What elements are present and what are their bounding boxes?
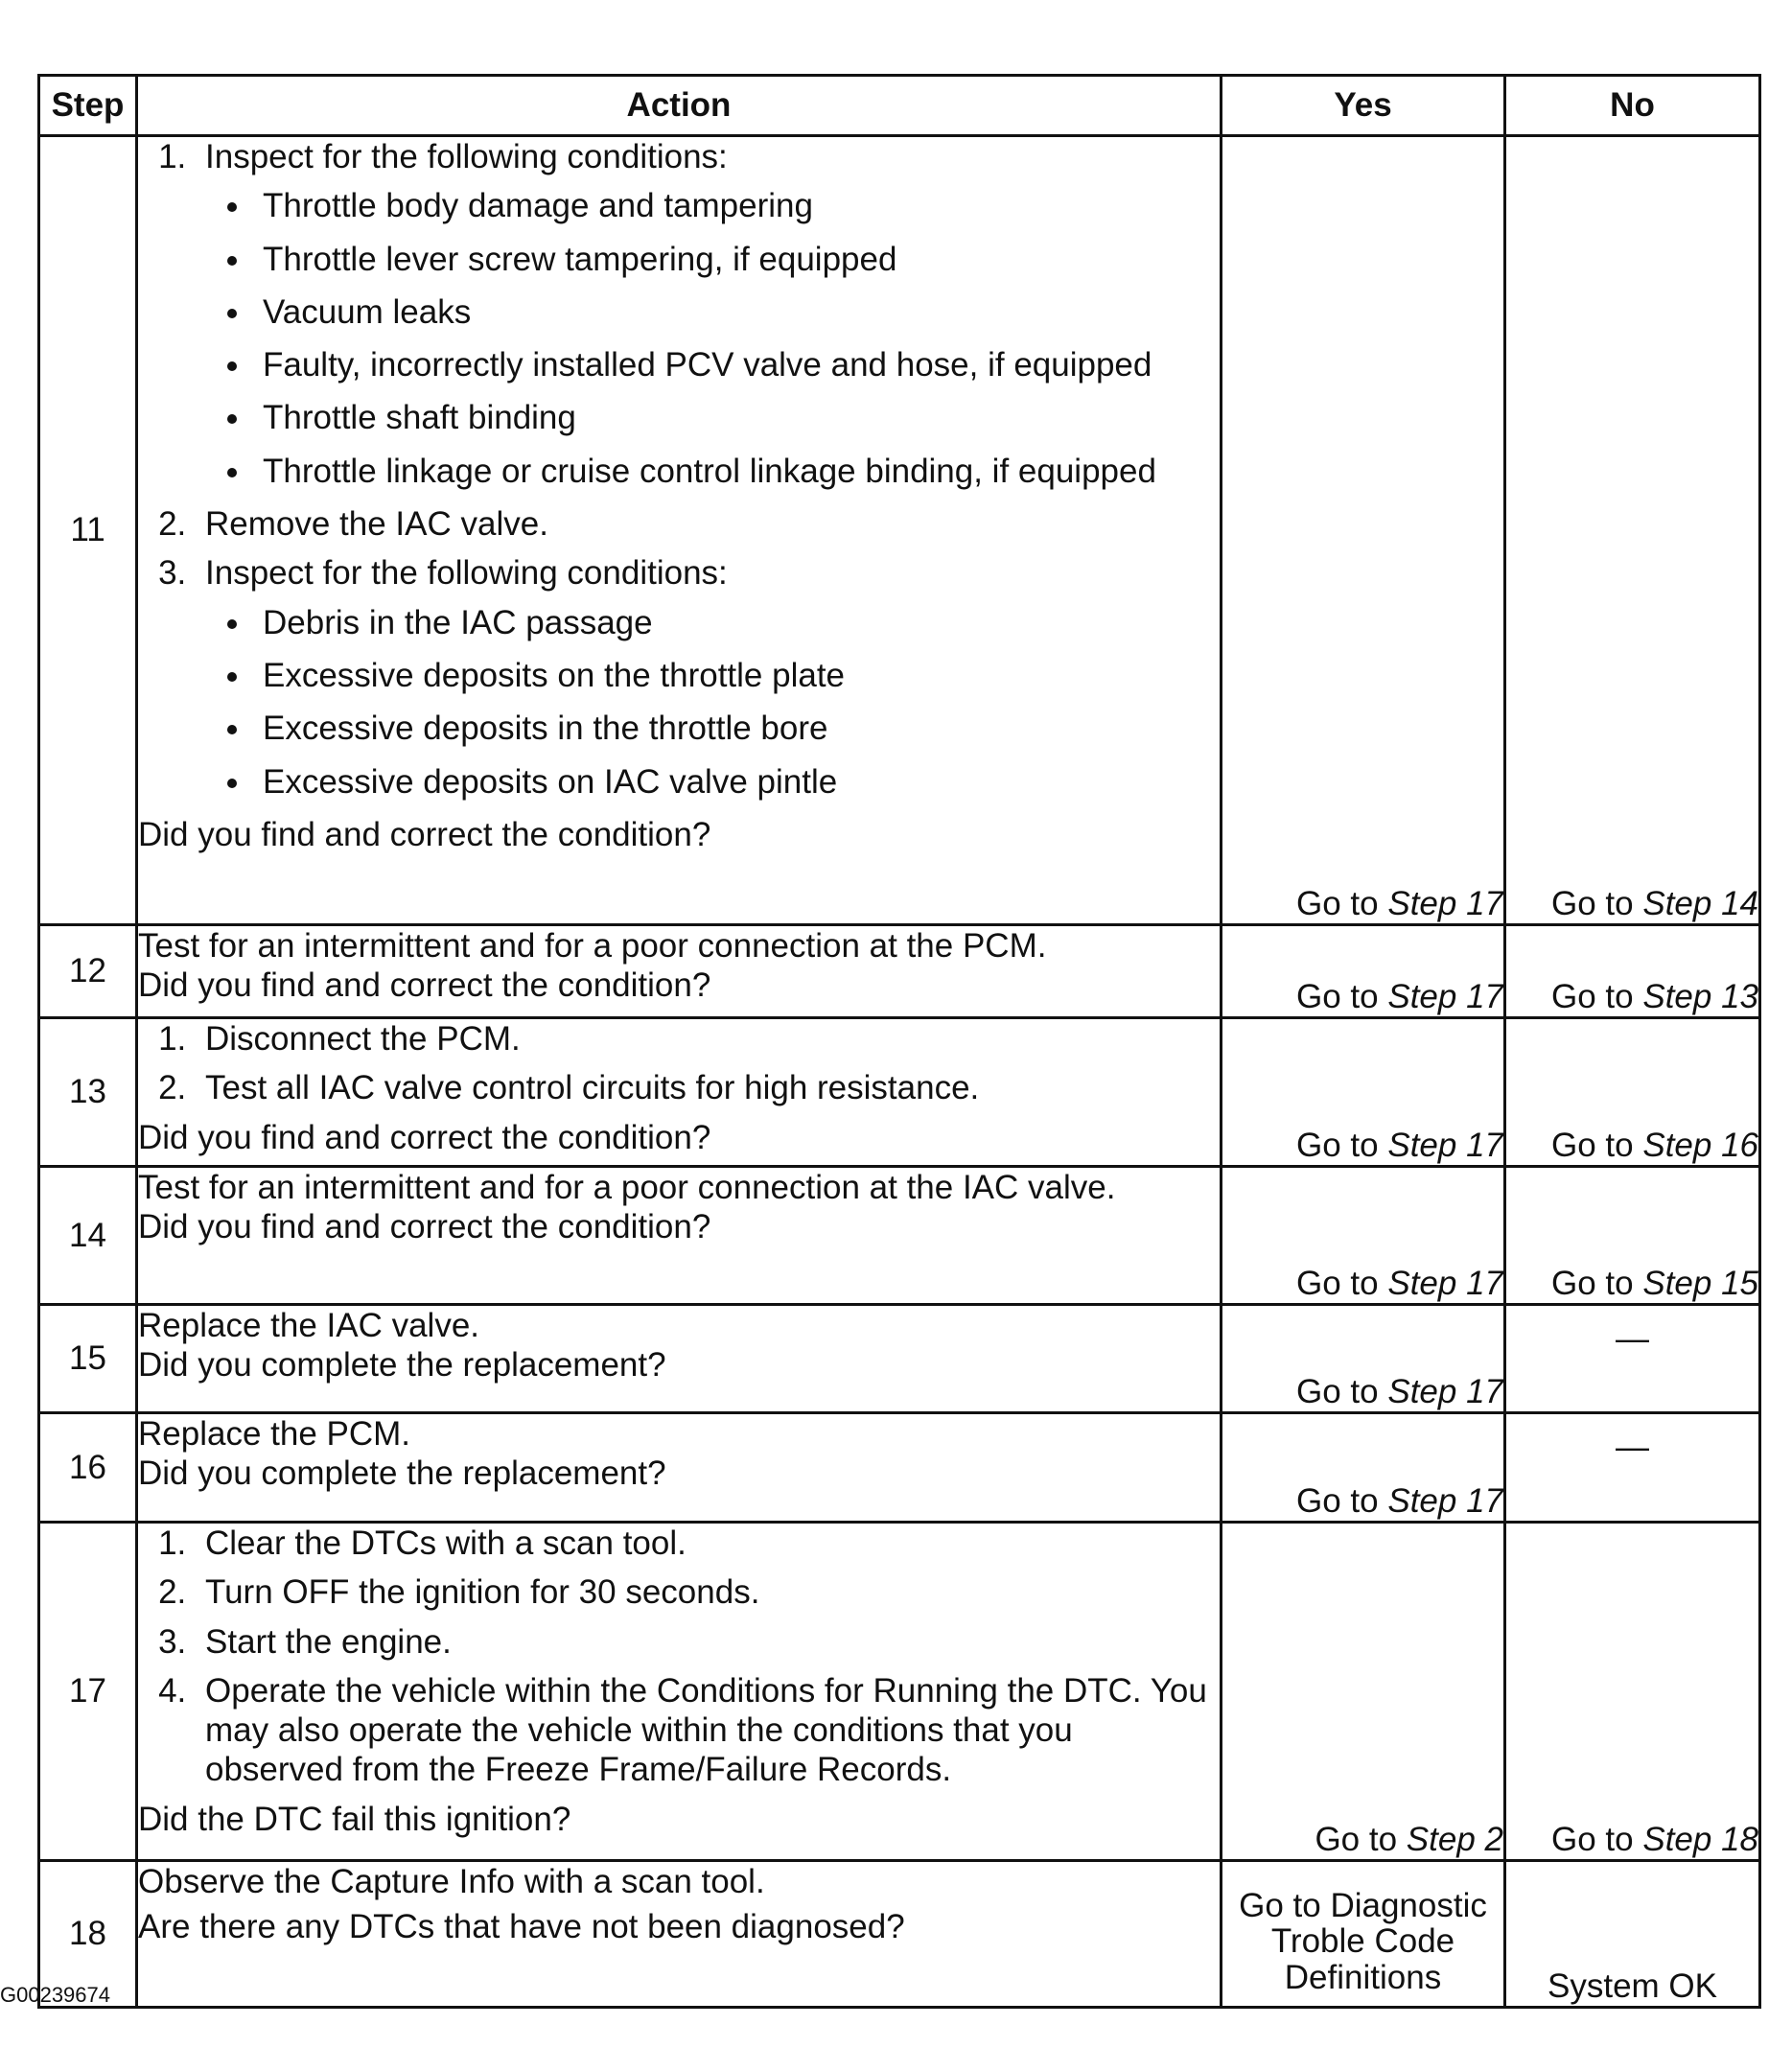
- action-lead: Test for an intermittent and for a poor connection at the IAC valve.: [138, 1169, 1116, 1206]
- step-number: 15: [39, 1305, 137, 1413]
- action-cell: [137, 925, 1222, 1018]
- no-step-ref: Step 15: [1642, 1264, 1758, 1302]
- action-step: 1. Disconnect the PCM.: [196, 1019, 1220, 1059]
- action-step-text: Remove the IAC valve.: [205, 505, 548, 544]
- step-number: 17: [39, 1523, 137, 1861]
- action-step: [196, 504, 1220, 544]
- step-number: 12: [39, 925, 137, 1018]
- yes-step-ref: Step 17: [1387, 884, 1503, 922]
- yes-step-ref: Step 17: [1387, 1481, 1503, 1520]
- no-step-ref: Step 14: [1642, 884, 1758, 922]
- table-row-step-18: [39, 1861, 1760, 2008]
- go-to-label: Go to: [1551, 884, 1634, 922]
- action-question: Did you find and correct the condition?: [138, 1208, 711, 1246]
- condition-list: [205, 186, 1220, 491]
- action-steps: [138, 1019, 1220, 1108]
- header-yes: Yes: [1222, 76, 1505, 136]
- action-step-text: Inspect for the following conditions:: [205, 554, 728, 593]
- table-row-step-11: [39, 136, 1760, 925]
- table-row-step-16: [39, 1413, 1760, 1523]
- yes-result: [1222, 1167, 1505, 1305]
- table-row-step-14: [39, 1167, 1760, 1305]
- figure-id: G00239674: [0, 1983, 110, 2007]
- action-question: Are there any DTCs that have not been diagnosed?: [138, 1908, 905, 1946]
- go-to-label: Go to: [1296, 1264, 1379, 1302]
- action-question: Did the DTC fail this ignition?: [138, 1800, 571, 1838]
- go-to-label: Go to: [1296, 1126, 1379, 1164]
- action-step: 3. Start the engine.: [196, 1622, 1220, 1662]
- yes-step-ref: Step 2: [1406, 1820, 1503, 1858]
- go-to-label: Go to: [1551, 1126, 1634, 1164]
- condition-item: • Throttle shaft binding: [253, 398, 1220, 437]
- yes-step-ref: Step 17: [1387, 977, 1503, 1015]
- action-cell: [137, 1413, 1222, 1523]
- yes-step-ref: Step 17: [1387, 1372, 1503, 1410]
- action-step: 2. Turn OFF the ignition for 30 seconds.: [196, 1572, 1220, 1612]
- diagnostic-table: [37, 74, 1761, 2009]
- action-lead: Observe the Capture Info with a scan tool.: [138, 1863, 765, 1900]
- action-cell: [137, 1523, 1222, 1861]
- condition-item: • Excessive deposits on the throttle plate: [253, 656, 1220, 695]
- yes-result: [1222, 1305, 1505, 1413]
- header-action: Action: [137, 76, 1222, 136]
- action-lead: Replace the IAC valve.: [138, 1307, 480, 1344]
- step-number: 14: [39, 1167, 137, 1305]
- condition-item: • Throttle body damage and tampering: [253, 186, 1220, 225]
- yes-result: [1222, 1018, 1505, 1167]
- header-step: Step: [39, 76, 137, 136]
- no-result-none: —: [1505, 1413, 1760, 1523]
- action-question: Did you find and correct the condition?: [138, 815, 711, 853]
- no-result: [1505, 136, 1760, 925]
- action-question: Did you find and correct the condition?: [138, 966, 711, 1005]
- action-step: 1. Clear the DTCs with a scan tool.: [196, 1524, 1220, 1563]
- step-number: 13: [39, 1018, 137, 1167]
- yes-step-ref: Step 17: [1387, 1126, 1503, 1164]
- action-cell: [137, 1861, 1222, 2008]
- condition-item: • Debris in the IAC passage: [253, 603, 1220, 642]
- action-step: 4. Operate the vehicle within the Conditions for Running the DTC. You may also operate the vehicle within the conditions that you observed from the Freeze Frame/Failure Records.: [196, 1671, 1220, 1790]
- table-row-step-15: [39, 1305, 1760, 1413]
- no-result-none: —: [1505, 1305, 1760, 1413]
- yes-result: [1222, 1523, 1505, 1861]
- no-step-ref: Step 13: [1642, 977, 1758, 1015]
- condition-list: [205, 603, 1220, 802]
- action-step: [196, 137, 1220, 491]
- condition-item: • Throttle linkage or cruise control linkage binding, if equipped: [253, 452, 1220, 491]
- no-step-ref: Step 16: [1642, 1126, 1758, 1164]
- go-to-label: Go to: [1551, 1264, 1634, 1302]
- go-to-label: Go to: [1296, 1372, 1379, 1410]
- action-question: Did you complete the replacement?: [138, 1346, 666, 1385]
- go-to-label: Go to: [1551, 977, 1634, 1015]
- go-to-label: Go to: [1296, 977, 1379, 1015]
- action-cell: [137, 1305, 1222, 1413]
- yes-result: [1222, 1413, 1505, 1523]
- action-step-text: Inspect for the following conditions:: [205, 138, 728, 175]
- no-step-ref: Step 18: [1642, 1820, 1758, 1858]
- no-result: System OK: [1505, 1861, 1760, 2008]
- no-result: [1505, 1018, 1760, 1167]
- yes-step-ref: Step 17: [1387, 1264, 1503, 1302]
- no-result: [1505, 1167, 1760, 1305]
- no-result: [1505, 925, 1760, 1018]
- header-row: [39, 76, 1760, 136]
- action-steps: [138, 1524, 1220, 1790]
- condition-item: • Excessive deposits on IAC valve pintle: [253, 762, 1220, 802]
- step-number: 16: [39, 1413, 137, 1523]
- action-question: Did you find and correct the condition?: [138, 1118, 711, 1156]
- step-number: 11: [39, 136, 137, 925]
- step-number: 18: [39, 1861, 137, 2008]
- yes-result: [1222, 925, 1505, 1018]
- action-cell: [137, 1167, 1222, 1305]
- action-lead: Replace the PCM.: [138, 1415, 411, 1453]
- go-to-label: Go to: [1296, 884, 1379, 922]
- no-result: [1505, 1523, 1760, 1861]
- condition-item: • Excessive deposits in the throttle bore: [253, 709, 1220, 748]
- table-row-step-17: [39, 1523, 1760, 1861]
- go-to-label: Go to: [1315, 1820, 1398, 1858]
- table-row-step-12: [39, 925, 1760, 1018]
- yes-result: Go to Diagnostic Troble Code Definitions: [1222, 1861, 1505, 2008]
- yes-result: [1222, 136, 1505, 925]
- action-steps: [138, 137, 1220, 802]
- header-no: No: [1505, 76, 1760, 136]
- action-cell: [137, 136, 1222, 925]
- condition-item: • Throttle lever screw tampering, if equipped: [253, 240, 1220, 279]
- condition-item: • Vacuum leaks: [253, 292, 1220, 332]
- condition-item: • Faulty, incorrectly installed PCV valve and hose, if equipped: [253, 345, 1220, 384]
- table-row-step-13: [39, 1018, 1760, 1167]
- go-to-label: Go to: [1296, 1481, 1379, 1520]
- action-question: Did you complete the replacement?: [138, 1454, 666, 1493]
- action-step: [196, 553, 1220, 801]
- action-cell: [137, 1018, 1222, 1167]
- go-to-label: Go to: [1551, 1820, 1634, 1858]
- action-step: 2. Test all IAC valve control circuits for high resistance.: [196, 1068, 1220, 1107]
- action-lead: Test for an intermittent and for a poor connection at the PCM.: [138, 927, 1047, 965]
